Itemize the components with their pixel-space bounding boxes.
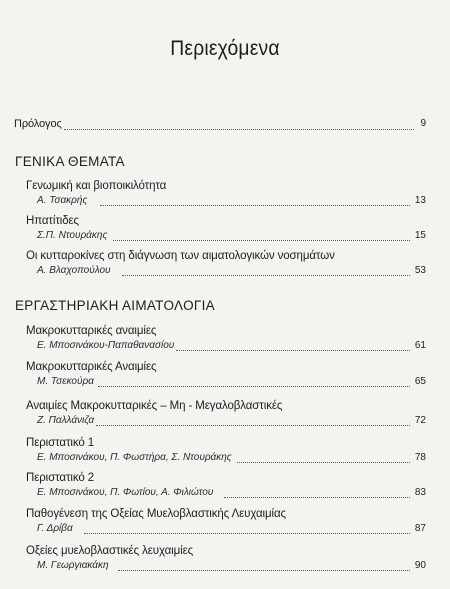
- leader-dots: [224, 497, 410, 498]
- entry-title: Οξείες μυελοβλαστικές λευχαιμίες: [26, 545, 194, 557]
- page-number: 13: [414, 195, 426, 206]
- entry-title: Περιστατικό 1: [26, 437, 95, 449]
- entry-author: Μ. Τσεκούρα: [37, 376, 94, 387]
- entry-title: Παθογένεση της Οξείας Μυελοβλαστικής Λευχαιμίας: [26, 508, 286, 520]
- entry-author: Ζ. Παλλάνιζα: [37, 415, 95, 426]
- entry-title: Γενωμική και βιοποικιλότητα: [26, 180, 167, 192]
- entry-author: Σ.Π. Ντουράκης: [37, 230, 108, 241]
- leader-dots: [122, 275, 410, 276]
- entry-title: Περιστατικό 2: [26, 472, 95, 484]
- page-number: 83: [414, 487, 426, 498]
- entry-author: Ε. Μποσινάκου, Π. Φωστήρα, Σ. Ντουράκης: [37, 452, 232, 463]
- page-number: 87: [414, 523, 426, 534]
- leader-dots: [176, 350, 410, 351]
- entry-author: Ε. Μποσινάκου, Π. Φωτίου, Α. Φιλιώτου: [37, 487, 214, 498]
- page-number: 90: [414, 560, 426, 571]
- entry-title: Οι κυτταροκίνες στη διάγνωση των αιματολογικών νοσημάτων: [26, 250, 335, 262]
- leader-dots: [237, 462, 410, 463]
- page-title: Περιεχόμενα: [170, 37, 280, 60]
- entry-author: Γ. Δρίβα: [37, 523, 73, 534]
- entry-author: Μ. Γεωργιακάκη: [37, 560, 109, 571]
- page-number: 65: [414, 376, 426, 387]
- leader-dots: [113, 240, 410, 241]
- leader-dots: [100, 205, 410, 206]
- entry-author: Α. Τσακρής: [37, 195, 88, 206]
- leader-dots: [98, 386, 410, 387]
- page-number: 61: [414, 340, 426, 351]
- leader-dots: [64, 129, 414, 130]
- entry-author: Α. Βλαχοπούλου: [37, 265, 111, 276]
- section-heading: ΕΡΓΑΣΤΗΡΙΑΚΗ ΑΙΜΑΤΟΛΟΓΙΑ: [15, 298, 215, 313]
- page-number: 72: [414, 415, 426, 426]
- entry-title: Ηπατίτιδες: [26, 215, 79, 227]
- page-number: 78: [414, 452, 426, 463]
- entry-title: Μακροκυτταρικές Αναιμίες: [26, 361, 157, 373]
- leader-dots: [84, 533, 410, 534]
- preface-title: Πρόλογος: [14, 118, 62, 130]
- leader-dots: [118, 570, 410, 571]
- entry-title: Αναιμίες Μακροκυτταρικές – Μη - Μεγαλοβλαστικές: [26, 400, 283, 412]
- entry-author: Ε. Μποσινάκου-Παπαθανασίου: [37, 340, 175, 351]
- page-number: 15: [414, 230, 426, 241]
- page-number: 53: [414, 265, 426, 276]
- page-number: 9: [420, 118, 426, 129]
- entry-title: Μακροκυτταρικές αναιμίες: [26, 325, 157, 337]
- section-heading: ΓΕΝΙΚΑ ΘΕΜΑΤΑ: [15, 154, 125, 169]
- leader-dots: [96, 425, 410, 426]
